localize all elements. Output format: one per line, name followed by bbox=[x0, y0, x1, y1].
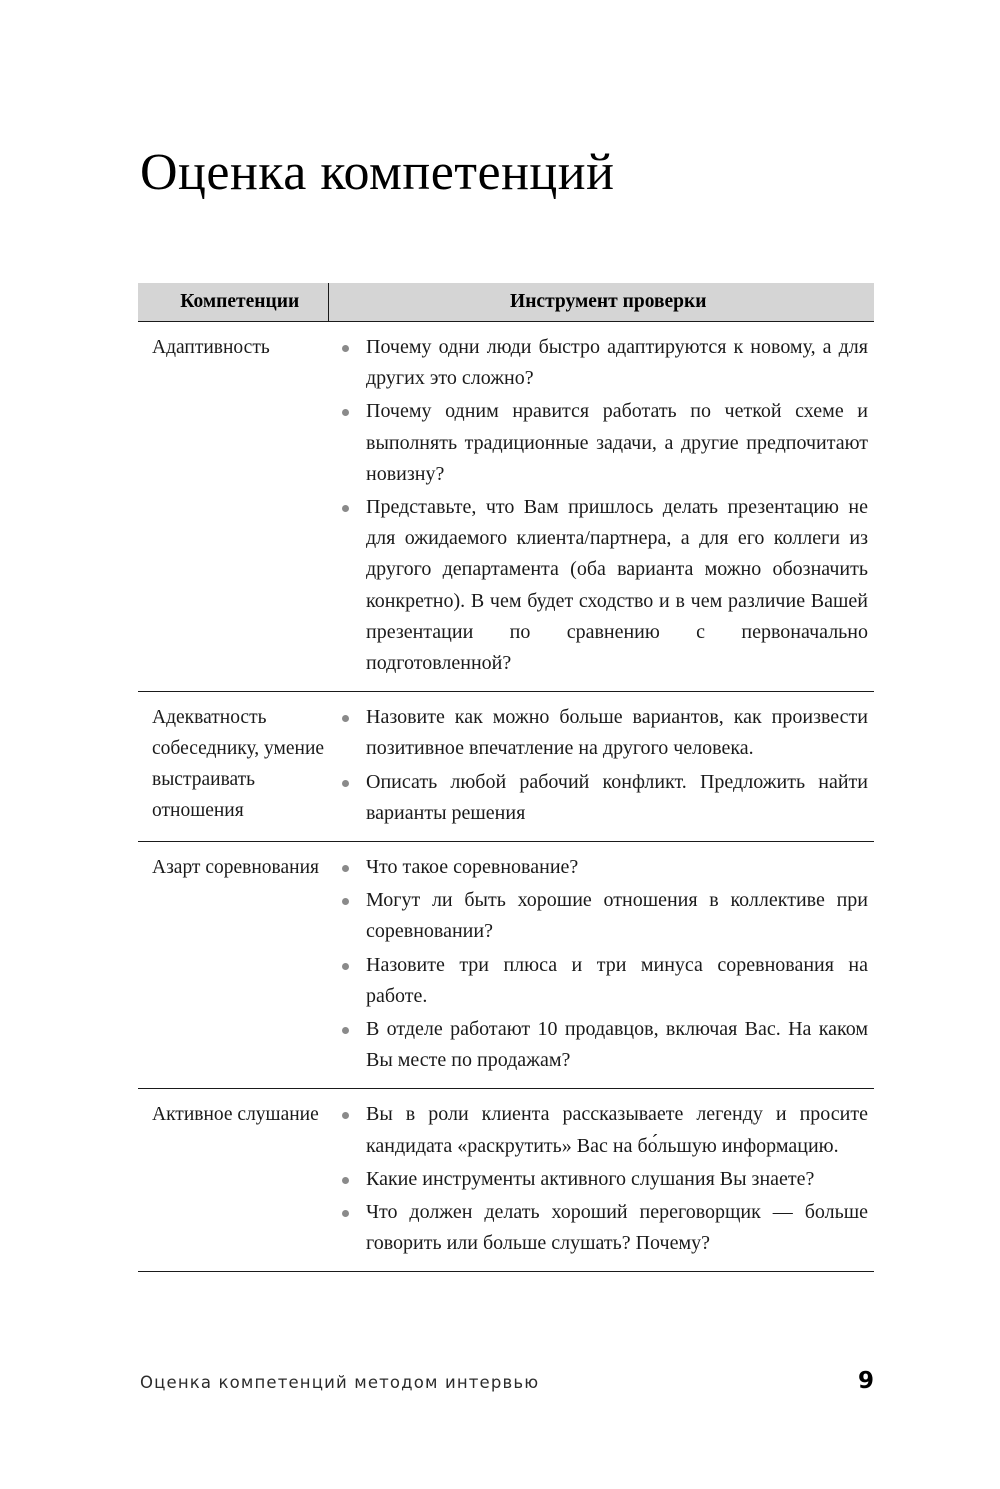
competency-label: Активное слушание bbox=[152, 1104, 319, 1126]
competency-label: Азарт соревнования bbox=[152, 857, 319, 879]
tool-cell bbox=[328, 842, 874, 1089]
question-item: Описать любой рабочий конфликт. Предложить найти варианты решения bbox=[328, 767, 868, 829]
tool-cell bbox=[328, 322, 874, 692]
question-item: Что должен делать хороший переговорщик — больше говорить или больше слушать? Почему? bbox=[328, 1197, 868, 1259]
competency-assessment-table bbox=[138, 283, 874, 1272]
question-list bbox=[328, 332, 874, 679]
page-title: Оценка компетенций bbox=[140, 143, 615, 201]
footer-running-title: Оценка компетенций методом интервью bbox=[140, 1373, 540, 1392]
question-item: Почему одним нравится работать по четкой схеме и выполнять традиционные задачи, а другие предпочитают новизну? bbox=[328, 396, 868, 490]
footer-page-number: 9 bbox=[857, 1368, 874, 1394]
table-row bbox=[138, 842, 874, 1089]
question-item: Могут ли быть хорошие отношения в коллективе при соревновании? bbox=[328, 885, 868, 947]
question-item: В отделе работают 10 продавцов, включая Вас. На каком Вы месте по продажам? bbox=[328, 1014, 868, 1076]
question-item: Вы в роли клиента рассказываете легенду и просите кандидата «раскрутить» Вас на бо́льшую информацию. bbox=[328, 1099, 868, 1161]
tool-cell bbox=[328, 1089, 874, 1272]
competency-cell bbox=[138, 322, 328, 692]
table-header-tool-label: Инструмент проверки bbox=[510, 291, 707, 312]
table-header-tool bbox=[328, 283, 874, 322]
page-footer bbox=[140, 1368, 874, 1394]
question-list bbox=[328, 702, 874, 829]
question-item: Почему одни люди быстро адаптируются к новому, а для других это сложно? bbox=[328, 332, 868, 394]
competency-label: Адекватность собеседнику, умение выстраивать отношения bbox=[152, 707, 325, 822]
table-body bbox=[138, 322, 874, 1272]
question-item: Какие инструменты активного слушания Вы знаете? bbox=[328, 1164, 868, 1195]
question-item: Назовите как можно больше вариантов, как произвести позитивное впечатление на другого человека. bbox=[328, 702, 868, 764]
question-item: Что такое соревнование? bbox=[328, 852, 868, 883]
question-list bbox=[328, 852, 874, 1076]
table-header-competency-label: Компетенции bbox=[180, 291, 300, 312]
table-header-competency bbox=[138, 283, 328, 322]
table-row bbox=[138, 322, 874, 692]
table-header-row bbox=[138, 283, 874, 322]
question-item: Назовите три плюса и три минуса соревнования на работе. bbox=[328, 950, 868, 1012]
tool-cell bbox=[328, 692, 874, 842]
question-list bbox=[328, 1099, 874, 1259]
competency-label: Адаптивность bbox=[152, 337, 270, 358]
question-item: Представьте, что Вам пришлось делать презентацию не для ожидаемого клиента/партнера, а для его коллеги из другого департамента (оба варианта можно обозначить конкретно). В чем будет сходство и в чем различие Вашей презентации по сравнению с первоначально подготовленной? bbox=[328, 492, 868, 679]
table-row bbox=[138, 692, 874, 842]
competency-cell bbox=[138, 842, 328, 1089]
competency-cell bbox=[138, 1089, 328, 1272]
table-row bbox=[138, 1089, 874, 1272]
competency-cell bbox=[138, 692, 328, 842]
